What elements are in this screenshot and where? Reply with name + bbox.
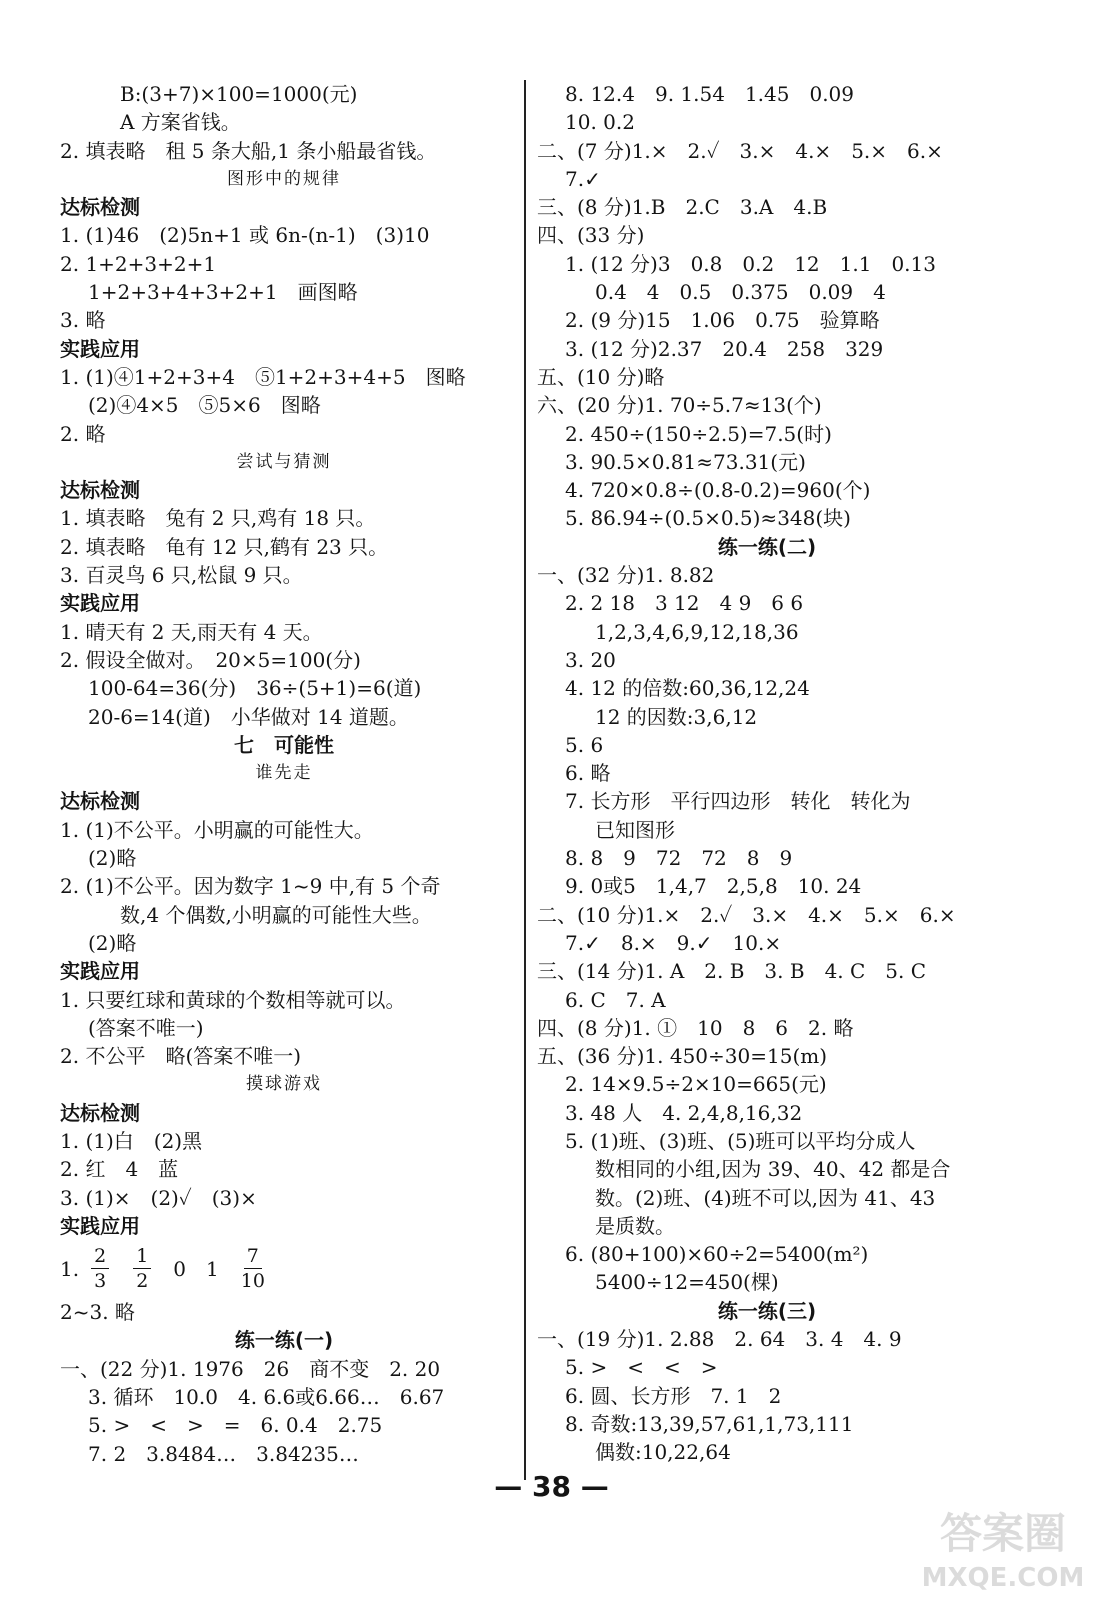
- answer-line: 3. 百灵鸟 6 只,松鼠 9 只。: [60, 563, 303, 588]
- answer-line: 5. 86.94÷(0.5×0.5)≈348(块): [565, 506, 851, 531]
- answer-line: 3. (12 分)2.37 20.4 258 329: [565, 336, 884, 361]
- answer-line: 数相同的小组,因为 39、40、42 都是合: [595, 1157, 951, 1182]
- answer-line: 6. C 7. A: [565, 987, 666, 1012]
- section-heading: 达标检测: [60, 1100, 140, 1125]
- answer-line: 五、(36 分)1. 450÷30=15(m): [537, 1044, 828, 1069]
- answer-line: 2. 填表略 租 5 条大船,1 条小船最省钱。: [60, 138, 437, 163]
- section-title: 练一练(一): [234, 1328, 334, 1353]
- fraction: [241, 1247, 265, 1291]
- denominator: 10: [240, 1270, 265, 1293]
- answer-line: 9. 0或5 1,4,7 2,5,8 10. 24: [565, 874, 862, 899]
- subsection-title: 图形中的规律: [227, 168, 341, 189]
- answer-line: 是质数。: [595, 1213, 675, 1238]
- answer-line: 12 的因数:3,6,12: [595, 704, 758, 729]
- answer-line: 7. 长方形 平行四边形 转化 转化为: [565, 789, 911, 814]
- answer-line: 1+2+3+4+3+2+1 画图略: [88, 280, 358, 305]
- answer-line: 100-64=36(分) 36÷(5+1)=6(道): [88, 676, 422, 701]
- answer-line: 6. 略: [565, 761, 611, 786]
- section-title: 练一练(三): [717, 1298, 817, 1323]
- answer-line: 1. (1)46 (2)5n+1 或 6n-(n-1) (3)10: [60, 223, 430, 248]
- answer-line: 8. 8 9 72 72 8 9: [565, 846, 793, 871]
- answer-line: 已知图形: [595, 817, 675, 842]
- denominator: 2: [136, 1270, 149, 1293]
- answer-line: 7.✓ 8.× 9.✓ 10.×: [565, 930, 782, 955]
- answer-line: 三、(8 分)1.B 2.C 3.A 4.B: [537, 195, 828, 220]
- section-title: 七 可能性: [234, 732, 334, 757]
- answer-line: 2. 1+2+3+2+1: [60, 251, 217, 276]
- answer-line: 1. (1)白 (2)黑: [60, 1128, 203, 1153]
- section-heading: 实践应用: [60, 591, 140, 616]
- answer-line: 0.4 4 0.5 0.375 0.09 4: [595, 280, 886, 305]
- section-heading: 达标检测: [60, 195, 140, 220]
- answer-line: 3. (1)× (2)✓ (3)×: [60, 1185, 257, 1210]
- answer-line: (2)略: [88, 930, 137, 955]
- answer-line: 3. 20: [565, 647, 616, 672]
- answer-line: 4. 12 的倍数:60,36,12,24: [565, 676, 810, 701]
- answer-line: (2)④4×5 ⑤5×6 图略: [88, 393, 321, 418]
- answer-line: 数,4 个偶数,小明赢的可能性大些。: [120, 902, 432, 927]
- answer-line: 五、(10 分)略: [537, 364, 665, 389]
- answer-line: 2. (9 分)15 1.06 0.75 验算略: [565, 308, 880, 333]
- answer-line: 7.✓: [565, 166, 601, 191]
- answer-line: 六、(20 分)1. 70÷5.7≈13(个): [537, 393, 822, 418]
- fraction: [133, 1247, 151, 1291]
- answer-line: 8. 奇数:13,39,57,61,1,73,111: [565, 1411, 854, 1436]
- watermark-logo: [908, 1500, 1098, 1595]
- answer-line: 四、(8 分)1. ① 10 8 6 2. 略: [537, 1015, 854, 1040]
- answer-line: 1,2,3,4,6,9,12,18,36: [595, 619, 799, 644]
- answer-line: 5400÷12=450(棵): [595, 1270, 779, 1295]
- answer-value: 0: [173, 1257, 187, 1282]
- answer-line: 5. > < < >: [565, 1355, 718, 1380]
- answer-line: 3. 循环 10.0 4. 6.6或6.66… 6.67: [88, 1385, 445, 1410]
- answer-line: (答案不唯一): [88, 1015, 204, 1040]
- answer-line: 偶数:10,22,64: [595, 1440, 731, 1465]
- answer-line: 一、(19 分)1. 2.88 2. 64 3. 4 4. 9: [537, 1327, 902, 1352]
- answer-label: 1.: [60, 1257, 80, 1282]
- answer-line: 一、(32 分)1. 8.82: [537, 563, 715, 588]
- answer-line: 3. 48 人 4. 2,4,8,16,32: [565, 1100, 803, 1125]
- answer-line: 2. 2 18 3 12 4 9 6 6: [565, 591, 804, 616]
- section-heading: 实践应用: [60, 959, 140, 984]
- answer-line: 2. 填表略 龟有 12 只,鹤有 23 只。: [60, 534, 389, 559]
- answer-line: 3. 90.5×0.81≈73.31(元): [565, 449, 806, 474]
- numerator: 2: [91, 1247, 109, 1269]
- answer-line: (2)略: [88, 846, 137, 871]
- answer-line: 二、(10 分)1.× 2.✓ 3.× 4.× 5.× 6.×: [537, 902, 956, 927]
- subsection-title: 谁先走: [255, 763, 313, 784]
- answer-line: 4. 720×0.8÷(0.8-0.2)=960(个): [565, 478, 871, 503]
- answer-line: 2. 假设全做对。 20×5=100(分): [60, 647, 361, 672]
- fraction-answer-line: [60, 1240, 508, 1298]
- answer-line: 2. 450÷(150÷2.5)=7.5(时): [565, 421, 832, 446]
- answer-line: 3. 略: [60, 308, 106, 333]
- left-column: [60, 80, 508, 1468]
- section-title: 练一练(二): [717, 534, 817, 559]
- answer-line: 二、(7 分)1.× 2.✓ 3.× 4.× 5.× 6.×: [537, 138, 943, 163]
- answer-line: 1. (1)④1+2+3+4 ⑤1+2+3+4+5 图略: [60, 364, 466, 389]
- watermark-top-text: 答案圈: [939, 1509, 1067, 1558]
- numerator: 1: [133, 1247, 151, 1269]
- answer-line: 20-6=14(道) 小华做对 14 道题。: [88, 704, 409, 729]
- answer-line: 6. (80+100)×60÷2=5400(m²): [565, 1242, 869, 1267]
- right-column: [537, 80, 997, 1467]
- answer-line: 2. 略: [60, 421, 106, 446]
- answer-line: 三、(14 分)1. A 2. B 3. B 4. C 5. C: [537, 959, 927, 984]
- answer-line: 8. 12.4 9. 1.54 1.45 0.09: [565, 82, 855, 106]
- section-heading: 实践应用: [60, 1213, 140, 1238]
- answer-line: 5. 6: [565, 732, 604, 757]
- answer-line: 6. 圆、长方形 7. 1 2: [565, 1383, 782, 1408]
- answer-line: 7. 2 3.8484… 3.84235…: [88, 1441, 359, 1466]
- answer-line: 2~3. 略: [60, 1300, 135, 1325]
- answer-line: 5. > < > = 6. 0.4 2.75: [88, 1413, 383, 1438]
- answer-line: 1. (12 分)3 0.8 0.2 12 1.1 0.13: [565, 251, 936, 276]
- answer-line: 1. 晴天有 2 天,雨天有 4 天。: [60, 619, 323, 644]
- answer-line: 1. 填表略 兔有 2 只,鸡有 18 只。: [60, 506, 376, 531]
- answer-line: 5. (1)班、(3)班、(5)班可以平均分成人: [565, 1128, 916, 1153]
- answer-line: 四、(33 分): [537, 223, 645, 248]
- page-number: — 38 —: [494, 1470, 609, 1503]
- answer-line: 2. (1)不公平。因为数字 1~9 中,有 5 个奇: [60, 874, 441, 899]
- section-heading: 达标检测: [60, 789, 140, 814]
- answer-value: 1: [206, 1257, 219, 1282]
- answer-line: 数。(2)班、(4)班不可以,因为 41、43: [595, 1185, 936, 1210]
- watermark-bottom-text: MXQE.COM: [921, 1563, 1085, 1593]
- section-heading: 实践应用: [60, 336, 140, 361]
- subsection-title: 摸球游戏: [246, 1074, 322, 1095]
- fraction: [91, 1247, 109, 1291]
- denominator: 3: [94, 1270, 107, 1293]
- column-divider: [524, 80, 526, 1480]
- answer-line: B:(3+7)×100=1000(元): [120, 82, 358, 106]
- answer-line: 10. 0.2: [565, 110, 635, 135]
- answer-line: 1. (1)不公平。小明赢的可能性大。: [60, 817, 374, 842]
- answer-line: 2. 红 4 蓝: [60, 1157, 179, 1182]
- answer-line: 2. 不公平 略(答案不唯一): [60, 1044, 302, 1069]
- answer-line: A 方案省钱。: [120, 110, 241, 135]
- answer-line: 一、(22 分)1. 1976 26 商不变 2. 20: [60, 1356, 441, 1381]
- numerator: 7: [244, 1247, 262, 1269]
- answer-line: 1. 只要红球和黄球的个数相等就可以。: [60, 987, 406, 1012]
- subsection-title: 尝试与猜测: [236, 451, 332, 472]
- answer-line: 2. 14×9.5÷2×10=665(元): [565, 1072, 827, 1097]
- section-heading: 达标检测: [60, 478, 140, 503]
